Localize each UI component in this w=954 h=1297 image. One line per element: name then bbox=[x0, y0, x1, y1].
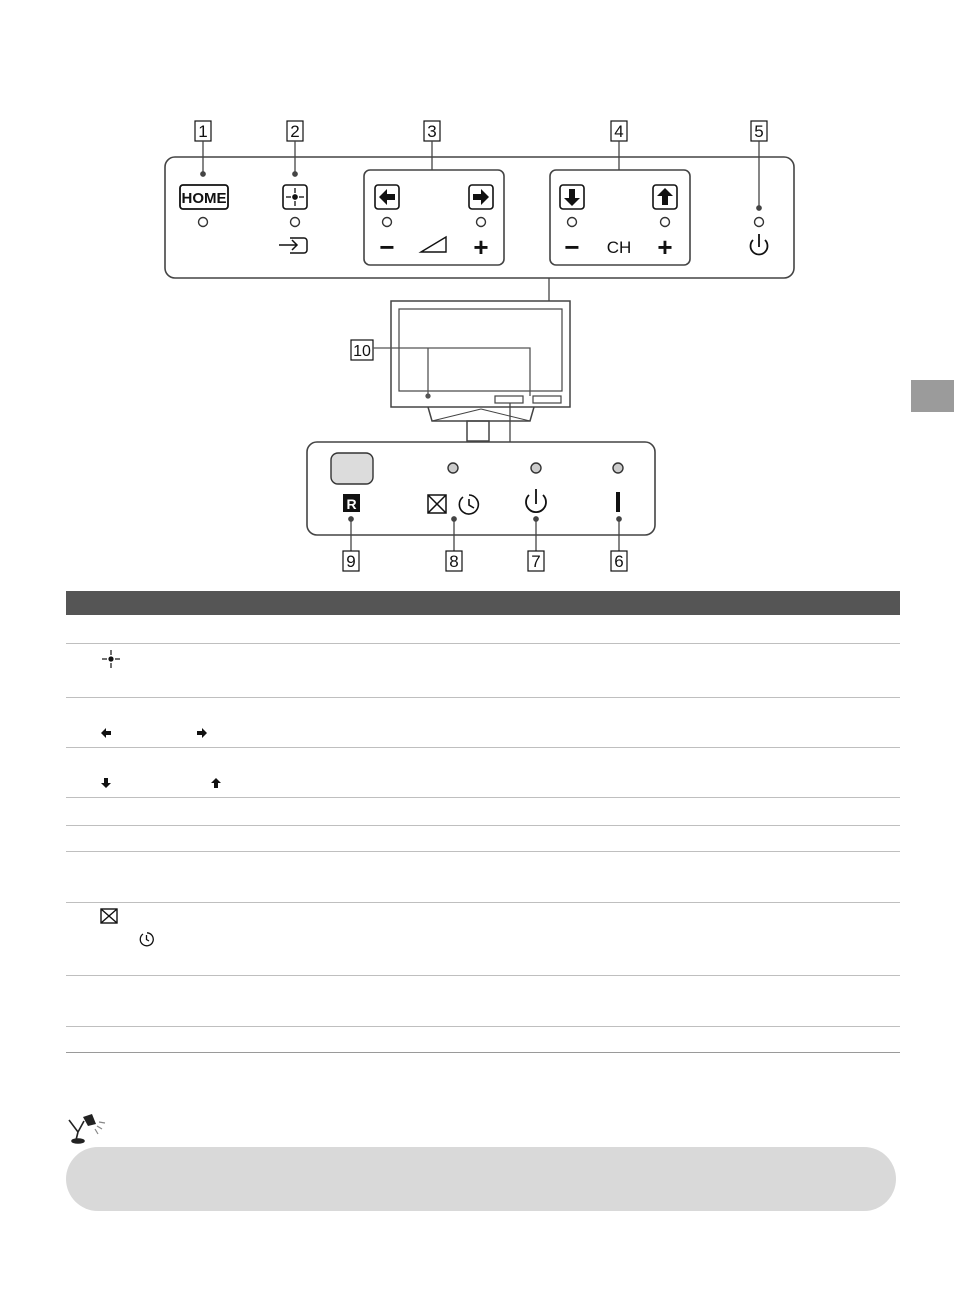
svg-text:7: 7 bbox=[531, 552, 541, 571]
up-arrow-icon bbox=[210, 777, 222, 789]
lamp-icon bbox=[66, 1112, 110, 1144]
standby-led bbox=[531, 463, 541, 473]
svg-text:3: 3 bbox=[427, 122, 437, 141]
callout-5 bbox=[751, 121, 767, 141]
svg-text:9: 9 bbox=[346, 552, 356, 571]
callout-8 bbox=[446, 551, 462, 571]
volume-down-led bbox=[383, 218, 392, 227]
volume-up-led bbox=[477, 218, 486, 227]
down-arrow-icon bbox=[100, 777, 112, 789]
table-row bbox=[66, 698, 900, 748]
volume-minus-label: − bbox=[379, 232, 395, 262]
channel-down-arrow-icon bbox=[560, 185, 584, 209]
left-arrow-icon bbox=[100, 727, 112, 739]
section-tab bbox=[911, 380, 954, 412]
channel-down-led bbox=[568, 218, 577, 227]
svg-text:HOME: HOME bbox=[181, 190, 227, 207]
svg-text:R: R bbox=[346, 496, 357, 512]
table-row bbox=[66, 852, 900, 903]
channel-plus-label: + bbox=[657, 232, 673, 262]
callout-10 bbox=[351, 340, 373, 360]
svg-text:1: 1 bbox=[198, 122, 208, 141]
volume-plus-label: + bbox=[473, 232, 489, 262]
callout-6 bbox=[611, 551, 627, 571]
remote-sensor-icon bbox=[343, 494, 360, 512]
timer-icon bbox=[459, 495, 478, 514]
power-icon bbox=[750, 234, 767, 255]
table-header bbox=[66, 591, 900, 615]
svg-text:5: 5 bbox=[754, 122, 764, 141]
svg-text:2: 2 bbox=[290, 122, 300, 141]
options-icon bbox=[283, 185, 307, 209]
channel-up-arrow-icon bbox=[653, 185, 677, 209]
hint-box bbox=[66, 1147, 896, 1211]
timer-icon bbox=[138, 931, 154, 947]
table-row bbox=[66, 903, 900, 976]
table-row bbox=[66, 826, 900, 852]
svg-text:6: 6 bbox=[614, 552, 624, 571]
callout-7 bbox=[528, 551, 544, 571]
picture-off-icon bbox=[100, 908, 118, 924]
options-icon bbox=[100, 648, 122, 670]
channel-up-led bbox=[661, 218, 670, 227]
standby-icon bbox=[526, 489, 546, 512]
table-row bbox=[66, 1027, 900, 1053]
channel-label: CH bbox=[606, 238, 632, 257]
callout-1 bbox=[195, 121, 211, 141]
home-led bbox=[199, 218, 208, 227]
home-button-icon bbox=[180, 185, 228, 209]
callout-3 bbox=[424, 121, 440, 141]
volume-left-arrow-icon bbox=[375, 185, 399, 209]
options-led bbox=[291, 218, 300, 227]
tv-set bbox=[391, 301, 570, 441]
power-on-indicator-icon bbox=[616, 492, 620, 512]
table-row bbox=[66, 615, 900, 644]
controls-reference-table bbox=[66, 591, 900, 1053]
table-row bbox=[66, 644, 900, 698]
svg-text:10: 10 bbox=[353, 343, 371, 360]
input-select-icon bbox=[279, 238, 307, 253]
table-row bbox=[66, 748, 900, 798]
picture-off-led bbox=[448, 463, 458, 473]
volume-right-arrow-icon bbox=[469, 185, 493, 209]
channel-minus-label: − bbox=[564, 232, 580, 262]
volume-wedge-icon bbox=[421, 237, 446, 252]
table-row bbox=[66, 798, 900, 826]
power-led bbox=[755, 218, 764, 227]
svg-text:8: 8 bbox=[449, 552, 459, 571]
remote-sensor-window bbox=[331, 453, 373, 484]
table-row bbox=[66, 976, 900, 1027]
picture-off-icon bbox=[428, 495, 446, 513]
power-on-led bbox=[613, 463, 623, 473]
right-arrow-icon bbox=[196, 727, 208, 739]
callout-4 bbox=[611, 121, 627, 141]
svg-text:4: 4 bbox=[614, 122, 624, 141]
tv-controls-diagram bbox=[0, 0, 954, 590]
callout-9 bbox=[343, 551, 359, 571]
callout-2 bbox=[287, 121, 303, 141]
